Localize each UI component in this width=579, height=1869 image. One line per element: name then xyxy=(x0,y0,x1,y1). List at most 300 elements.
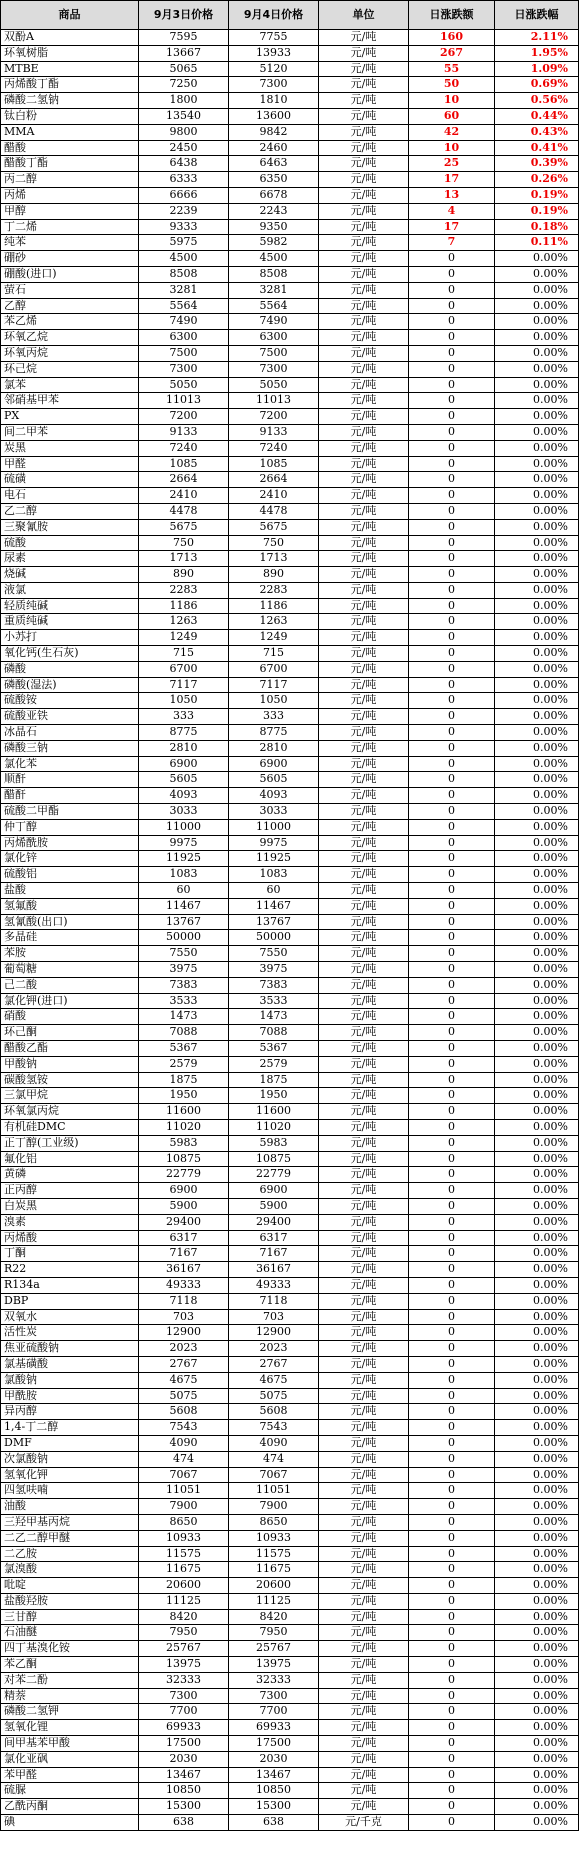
product-name: 氢氧化锂 xyxy=(1,1720,139,1736)
daily-change-pct: 0.00% xyxy=(495,330,579,346)
table-row xyxy=(1,946,579,962)
daily-change-pct: 0.00% xyxy=(495,1562,579,1578)
price-sep4: 7550 xyxy=(229,946,319,962)
price-sep4: 5675 xyxy=(229,519,319,535)
daily-change-pct: 0.00% xyxy=(495,1119,579,1135)
price-sep4: 15300 xyxy=(229,1799,319,1815)
daily-change-pct: 1.95% xyxy=(495,45,579,61)
product-name: 异丙醇 xyxy=(1,1404,139,1420)
price-sep4: 29400 xyxy=(229,1214,319,1230)
table-row xyxy=(1,898,579,914)
price-sep4: 703 xyxy=(229,1309,319,1325)
table-row xyxy=(1,45,579,61)
daily-change: 7 xyxy=(409,235,495,251)
price-sep3: 5050 xyxy=(139,377,229,393)
unit: 元/吨 xyxy=(319,1088,409,1104)
unit: 元/吨 xyxy=(319,172,409,188)
price-sep3: 5564 xyxy=(139,298,229,314)
daily-change-pct: 0.00% xyxy=(495,851,579,867)
daily-change: 0 xyxy=(409,1751,495,1767)
daily-change-pct: 0.00% xyxy=(495,1767,579,1783)
table-row xyxy=(1,61,579,77)
product-name: 环己烷 xyxy=(1,361,139,377)
unit: 元/吨 xyxy=(319,1025,409,1041)
daily-change-pct: 0.56% xyxy=(495,93,579,109)
product-name: 仲丁醇 xyxy=(1,819,139,835)
daily-change: 0 xyxy=(409,1593,495,1609)
table-row xyxy=(1,440,579,456)
product-name: 氯化锌 xyxy=(1,851,139,867)
product-name: 钛白粉 xyxy=(1,108,139,124)
unit: 元/吨 xyxy=(319,1530,409,1546)
daily-change-pct: 0.00% xyxy=(495,266,579,282)
daily-change: 0 xyxy=(409,646,495,662)
daily-change-pct: 0.00% xyxy=(495,361,579,377)
header-price-sep4: 9月4日价格 xyxy=(229,1,319,30)
unit: 元/吨 xyxy=(319,1593,409,1609)
unit: 元/吨 xyxy=(319,993,409,1009)
price-sep3: 3281 xyxy=(139,282,229,298)
price-sep4: 50000 xyxy=(229,930,319,946)
price-sep4: 7900 xyxy=(229,1499,319,1515)
price-sep4: 22779 xyxy=(229,1167,319,1183)
daily-change: 10 xyxy=(409,140,495,156)
price-sep4: 6300 xyxy=(229,330,319,346)
unit: 元/吨 xyxy=(319,535,409,551)
price-sep4: 11051 xyxy=(229,1483,319,1499)
unit: 元/吨 xyxy=(319,567,409,583)
unit: 元/吨 xyxy=(319,1499,409,1515)
daily-change-pct: 0.00% xyxy=(495,440,579,456)
table-row xyxy=(1,219,579,235)
price-sep3: 7490 xyxy=(139,314,229,330)
product-name: 盐酸 xyxy=(1,883,139,899)
price-sep4: 5608 xyxy=(229,1404,319,1420)
price-sep3: 13540 xyxy=(139,108,229,124)
table-row xyxy=(1,472,579,488)
daily-change-pct: 0.00% xyxy=(495,1815,579,1831)
table-row xyxy=(1,582,579,598)
unit: 元/吨 xyxy=(319,393,409,409)
daily-change-pct: 1.09% xyxy=(495,61,579,77)
unit: 元/吨 xyxy=(319,1309,409,1325)
daily-change-pct: 0.44% xyxy=(495,108,579,124)
product-name: 四氢呋喃 xyxy=(1,1483,139,1499)
price-sep3: 6700 xyxy=(139,661,229,677)
price-sep3: 10933 xyxy=(139,1530,229,1546)
price-sep3: 13767 xyxy=(139,914,229,930)
table-row xyxy=(1,235,579,251)
product-name: 精萘 xyxy=(1,1688,139,1704)
unit: 元/吨 xyxy=(319,598,409,614)
price-sep4: 32333 xyxy=(229,1672,319,1688)
daily-change-pct: 0.00% xyxy=(495,1356,579,1372)
product-name: 环氧丙烷 xyxy=(1,345,139,361)
product-name: 焦亚硫酸钠 xyxy=(1,1341,139,1357)
table-row xyxy=(1,1514,579,1530)
daily-change-pct: 2.11% xyxy=(495,30,579,46)
table-row xyxy=(1,1072,579,1088)
price-sep3: 11575 xyxy=(139,1546,229,1562)
table-row xyxy=(1,1277,579,1293)
table-row xyxy=(1,30,579,46)
table-row xyxy=(1,914,579,930)
daily-change-pct: 0.00% xyxy=(495,424,579,440)
price-sep4: 11020 xyxy=(229,1119,319,1135)
price-sep3: 7200 xyxy=(139,409,229,425)
daily-change-pct: 0.00% xyxy=(495,1688,579,1704)
table-row xyxy=(1,1088,579,1104)
unit: 元/吨 xyxy=(319,1483,409,1499)
daily-change-pct: 0.00% xyxy=(495,377,579,393)
table-row xyxy=(1,1214,579,1230)
product-name: MTBE xyxy=(1,61,139,77)
table-row xyxy=(1,1372,579,1388)
daily-change: 0 xyxy=(409,1467,495,1483)
price-sep4: 2283 xyxy=(229,582,319,598)
daily-change: 0 xyxy=(409,1198,495,1214)
header-price-sep3: 9月3日价格 xyxy=(139,1,229,30)
price-sep3: 1050 xyxy=(139,693,229,709)
daily-change-pct: 0.00% xyxy=(495,1435,579,1451)
daily-change: 0 xyxy=(409,1104,495,1120)
unit: 元/吨 xyxy=(319,219,409,235)
price-sep4: 638 xyxy=(229,1815,319,1831)
table-row xyxy=(1,1609,579,1625)
unit: 元/吨 xyxy=(319,1167,409,1183)
unit: 元/吨 xyxy=(319,1277,409,1293)
daily-change-pct: 0.00% xyxy=(495,1372,579,1388)
daily-change: 0 xyxy=(409,1609,495,1625)
unit: 元/吨 xyxy=(319,1578,409,1594)
daily-change: 0 xyxy=(409,535,495,551)
price-sep4: 1713 xyxy=(229,551,319,567)
price-sep3: 9975 xyxy=(139,835,229,851)
daily-change: 0 xyxy=(409,835,495,851)
daily-change-pct: 0.00% xyxy=(495,914,579,930)
unit: 元/吨 xyxy=(319,551,409,567)
price-sep3: 50000 xyxy=(139,930,229,946)
daily-change: 0 xyxy=(409,551,495,567)
daily-change-pct: 0.00% xyxy=(495,677,579,693)
price-sep3: 6900 xyxy=(139,1183,229,1199)
daily-change: 0 xyxy=(409,677,495,693)
daily-change-pct: 0.00% xyxy=(495,1420,579,1436)
daily-change-pct: 0.41% xyxy=(495,140,579,156)
price-sep3: 8650 xyxy=(139,1514,229,1530)
table-row xyxy=(1,1198,579,1214)
price-sep4: 7700 xyxy=(229,1704,319,1720)
daily-change-pct: 0.00% xyxy=(495,1198,579,1214)
daily-change: 0 xyxy=(409,1530,495,1546)
unit: 元/吨 xyxy=(319,1104,409,1120)
product-name: 四丁基溴化铵 xyxy=(1,1641,139,1657)
price-sep3: 715 xyxy=(139,646,229,662)
price-sep4: 5367 xyxy=(229,1041,319,1057)
daily-change: 0 xyxy=(409,282,495,298)
price-sep3: 60 xyxy=(139,883,229,899)
table-row xyxy=(1,1467,579,1483)
daily-change-pct: 0.00% xyxy=(495,661,579,677)
price-sep3: 11467 xyxy=(139,898,229,914)
price-sep3: 4478 xyxy=(139,503,229,519)
daily-change: 0 xyxy=(409,251,495,267)
product-name: 甲醛 xyxy=(1,456,139,472)
price-sep4: 8650 xyxy=(229,1514,319,1530)
product-name: 碳酸氢铵 xyxy=(1,1072,139,1088)
table-row xyxy=(1,993,579,1009)
product-name: 邻硝基甲苯 xyxy=(1,393,139,409)
price-sep3: 4093 xyxy=(139,788,229,804)
price-sep3: 1186 xyxy=(139,598,229,614)
price-sep4: 5564 xyxy=(229,298,319,314)
daily-change-pct: 0.26% xyxy=(495,172,579,188)
unit: 元/吨 xyxy=(319,1562,409,1578)
daily-change: 0 xyxy=(409,582,495,598)
unit: 元/吨 xyxy=(319,1704,409,1720)
product-name: 丁酮 xyxy=(1,1246,139,1262)
daily-change: 50 xyxy=(409,77,495,93)
table-row xyxy=(1,1499,579,1515)
daily-change-pct: 0.00% xyxy=(495,1783,579,1799)
daily-change: 0 xyxy=(409,1578,495,1594)
daily-change-pct: 0.00% xyxy=(495,1277,579,1293)
price-sep4: 13933 xyxy=(229,45,319,61)
table-row xyxy=(1,1356,579,1372)
price-sep3: 7543 xyxy=(139,1420,229,1436)
daily-change-pct: 0.00% xyxy=(495,946,579,962)
price-sep4: 7300 xyxy=(229,361,319,377)
table-row xyxy=(1,1720,579,1736)
unit: 元/吨 xyxy=(319,661,409,677)
unit: 元/吨 xyxy=(319,409,409,425)
daily-change-pct: 0.00% xyxy=(495,977,579,993)
unit: 元/吨 xyxy=(319,962,409,978)
daily-change-pct: 0.00% xyxy=(495,1009,579,1025)
table-row xyxy=(1,804,579,820)
unit: 元/吨 xyxy=(319,1372,409,1388)
price-sep3: 7383 xyxy=(139,977,229,993)
daily-change: 0 xyxy=(409,1783,495,1799)
price-sep4: 11675 xyxy=(229,1562,319,1578)
daily-change: 55 xyxy=(409,61,495,77)
price-sep3: 10875 xyxy=(139,1151,229,1167)
price-sep3: 2023 xyxy=(139,1341,229,1357)
daily-change: 0 xyxy=(409,503,495,519)
price-sep4: 7088 xyxy=(229,1025,319,1041)
price-sep3: 9800 xyxy=(139,124,229,140)
daily-change-pct: 0.00% xyxy=(495,1514,579,1530)
product-name: 醋酐 xyxy=(1,788,139,804)
daily-change: 0 xyxy=(409,630,495,646)
price-sep4: 9975 xyxy=(229,835,319,851)
daily-change-pct: 0.00% xyxy=(495,835,579,851)
unit: 元/吨 xyxy=(319,677,409,693)
table-row xyxy=(1,1783,579,1799)
price-sep4: 13600 xyxy=(229,108,319,124)
table-row xyxy=(1,203,579,219)
header-product: 商品 xyxy=(1,1,139,30)
daily-change: 0 xyxy=(409,1088,495,1104)
product-name: 次氯酸钠 xyxy=(1,1451,139,1467)
price-sep3: 5675 xyxy=(139,519,229,535)
product-name: 苯胺 xyxy=(1,946,139,962)
table-row xyxy=(1,1341,579,1357)
daily-change-pct: 0.00% xyxy=(495,298,579,314)
unit: 元/吨 xyxy=(319,709,409,725)
daily-change: 17 xyxy=(409,172,495,188)
table-row xyxy=(1,646,579,662)
table-row xyxy=(1,1435,579,1451)
daily-change: 267 xyxy=(409,45,495,61)
price-sep4: 2023 xyxy=(229,1341,319,1357)
price-sep3: 1085 xyxy=(139,456,229,472)
unit: 元/吨 xyxy=(319,1609,409,1625)
table-row xyxy=(1,693,579,709)
table-row xyxy=(1,930,579,946)
unit: 元/千克 xyxy=(319,1815,409,1831)
daily-change-pct: 0.00% xyxy=(495,930,579,946)
price-sep3: 8420 xyxy=(139,1609,229,1625)
table-row xyxy=(1,1657,579,1673)
daily-change: 0 xyxy=(409,1657,495,1673)
product-name: 重质纯碱 xyxy=(1,614,139,630)
daily-change-pct: 0.00% xyxy=(495,630,579,646)
product-name: 硫酸铵 xyxy=(1,693,139,709)
price-sep3: 1263 xyxy=(139,614,229,630)
daily-change-pct: 0.00% xyxy=(495,788,579,804)
product-name: 醋酸丁酯 xyxy=(1,156,139,172)
product-name: 三羟甲基丙烷 xyxy=(1,1514,139,1530)
daily-change: 0 xyxy=(409,819,495,835)
table-row xyxy=(1,1751,579,1767)
unit: 元/吨 xyxy=(319,851,409,867)
table-row xyxy=(1,1799,579,1815)
unit: 元/吨 xyxy=(319,804,409,820)
daily-change: 0 xyxy=(409,1183,495,1199)
product-name: DMF xyxy=(1,1435,139,1451)
price-sep3: 2450 xyxy=(139,140,229,156)
price-sep4: 25767 xyxy=(229,1641,319,1657)
price-sep4: 5120 xyxy=(229,61,319,77)
unit: 元/吨 xyxy=(319,1736,409,1752)
unit: 元/吨 xyxy=(319,1056,409,1072)
price-sep4: 69933 xyxy=(229,1720,319,1736)
unit: 元/吨 xyxy=(319,914,409,930)
price-sep3: 7088 xyxy=(139,1025,229,1041)
product-name: 丙烯酰胺 xyxy=(1,835,139,851)
daily-change: 0 xyxy=(409,1119,495,1135)
daily-change-pct: 0.00% xyxy=(495,1641,579,1657)
price-sep3: 1950 xyxy=(139,1088,229,1104)
price-sep4: 11000 xyxy=(229,819,319,835)
product-name: DBP xyxy=(1,1293,139,1309)
daily-change: 0 xyxy=(409,1767,495,1783)
daily-change-pct: 0.00% xyxy=(495,503,579,519)
table-row xyxy=(1,1025,579,1041)
table-row xyxy=(1,1625,579,1641)
table-row xyxy=(1,488,579,504)
price-sep4: 11925 xyxy=(229,851,319,867)
price-sep3: 8508 xyxy=(139,266,229,282)
price-sep3: 6300 xyxy=(139,330,229,346)
unit: 元/吨 xyxy=(319,361,409,377)
price-sep4: 7200 xyxy=(229,409,319,425)
price-sep4: 474 xyxy=(229,1451,319,1467)
price-sep3: 4090 xyxy=(139,1435,229,1451)
daily-change-pct: 0.00% xyxy=(495,1088,579,1104)
product-name: 冰晶石 xyxy=(1,725,139,741)
unit: 元/吨 xyxy=(319,1325,409,1341)
unit: 元/吨 xyxy=(319,1072,409,1088)
price-sep4: 1263 xyxy=(229,614,319,630)
price-sep3: 8775 xyxy=(139,725,229,741)
unit: 元/吨 xyxy=(319,203,409,219)
unit: 元/吨 xyxy=(319,140,409,156)
product-name: 双酚A xyxy=(1,30,139,46)
unit: 元/吨 xyxy=(319,1404,409,1420)
product-name: 氯化亚砜 xyxy=(1,1751,139,1767)
price-sep3: 6900 xyxy=(139,756,229,772)
daily-change: 0 xyxy=(409,946,495,962)
unit: 元/吨 xyxy=(319,819,409,835)
unit: 元/吨 xyxy=(319,883,409,899)
daily-change-pct: 0.00% xyxy=(495,1388,579,1404)
product-name: 乙醇 xyxy=(1,298,139,314)
price-sep4: 7490 xyxy=(229,314,319,330)
product-name: 烧碱 xyxy=(1,567,139,583)
daily-change-pct: 0.00% xyxy=(495,1072,579,1088)
price-sep4: 1050 xyxy=(229,693,319,709)
daily-change-pct: 0.00% xyxy=(495,1704,579,1720)
unit: 元/吨 xyxy=(319,1451,409,1467)
daily-change-pct: 0.00% xyxy=(495,867,579,883)
unit: 元/吨 xyxy=(319,788,409,804)
unit: 元/吨 xyxy=(319,1783,409,1799)
product-name: 丙烯酸丁酯 xyxy=(1,77,139,93)
table-row xyxy=(1,677,579,693)
table-row xyxy=(1,77,579,93)
table-row xyxy=(1,1151,579,1167)
daily-change: 0 xyxy=(409,424,495,440)
price-sep3: 1800 xyxy=(139,93,229,109)
unit: 元/吨 xyxy=(319,1119,409,1135)
product-name: PX xyxy=(1,409,139,425)
price-sep3: 22779 xyxy=(139,1167,229,1183)
price-sep4: 4478 xyxy=(229,503,319,519)
daily-change: 0 xyxy=(409,661,495,677)
daily-change: 0 xyxy=(409,266,495,282)
product-name: 氯基磺酸 xyxy=(1,1356,139,1372)
daily-change: 0 xyxy=(409,440,495,456)
daily-change: 0 xyxy=(409,1025,495,1041)
price-sep3: 2239 xyxy=(139,203,229,219)
table-row xyxy=(1,424,579,440)
price-sep4: 750 xyxy=(229,535,319,551)
table-row xyxy=(1,361,579,377)
price-sep4: 9350 xyxy=(229,219,319,235)
table-row xyxy=(1,1815,579,1831)
price-sep3: 49333 xyxy=(139,1277,229,1293)
daily-change: 0 xyxy=(409,883,495,899)
price-sep3: 11675 xyxy=(139,1562,229,1578)
unit: 元/吨 xyxy=(319,1672,409,1688)
unit: 元/吨 xyxy=(319,298,409,314)
price-sep4: 1249 xyxy=(229,630,319,646)
price-sep3: 5983 xyxy=(139,1135,229,1151)
price-sep3: 2030 xyxy=(139,1751,229,1767)
product-name: 氯酸钠 xyxy=(1,1372,139,1388)
